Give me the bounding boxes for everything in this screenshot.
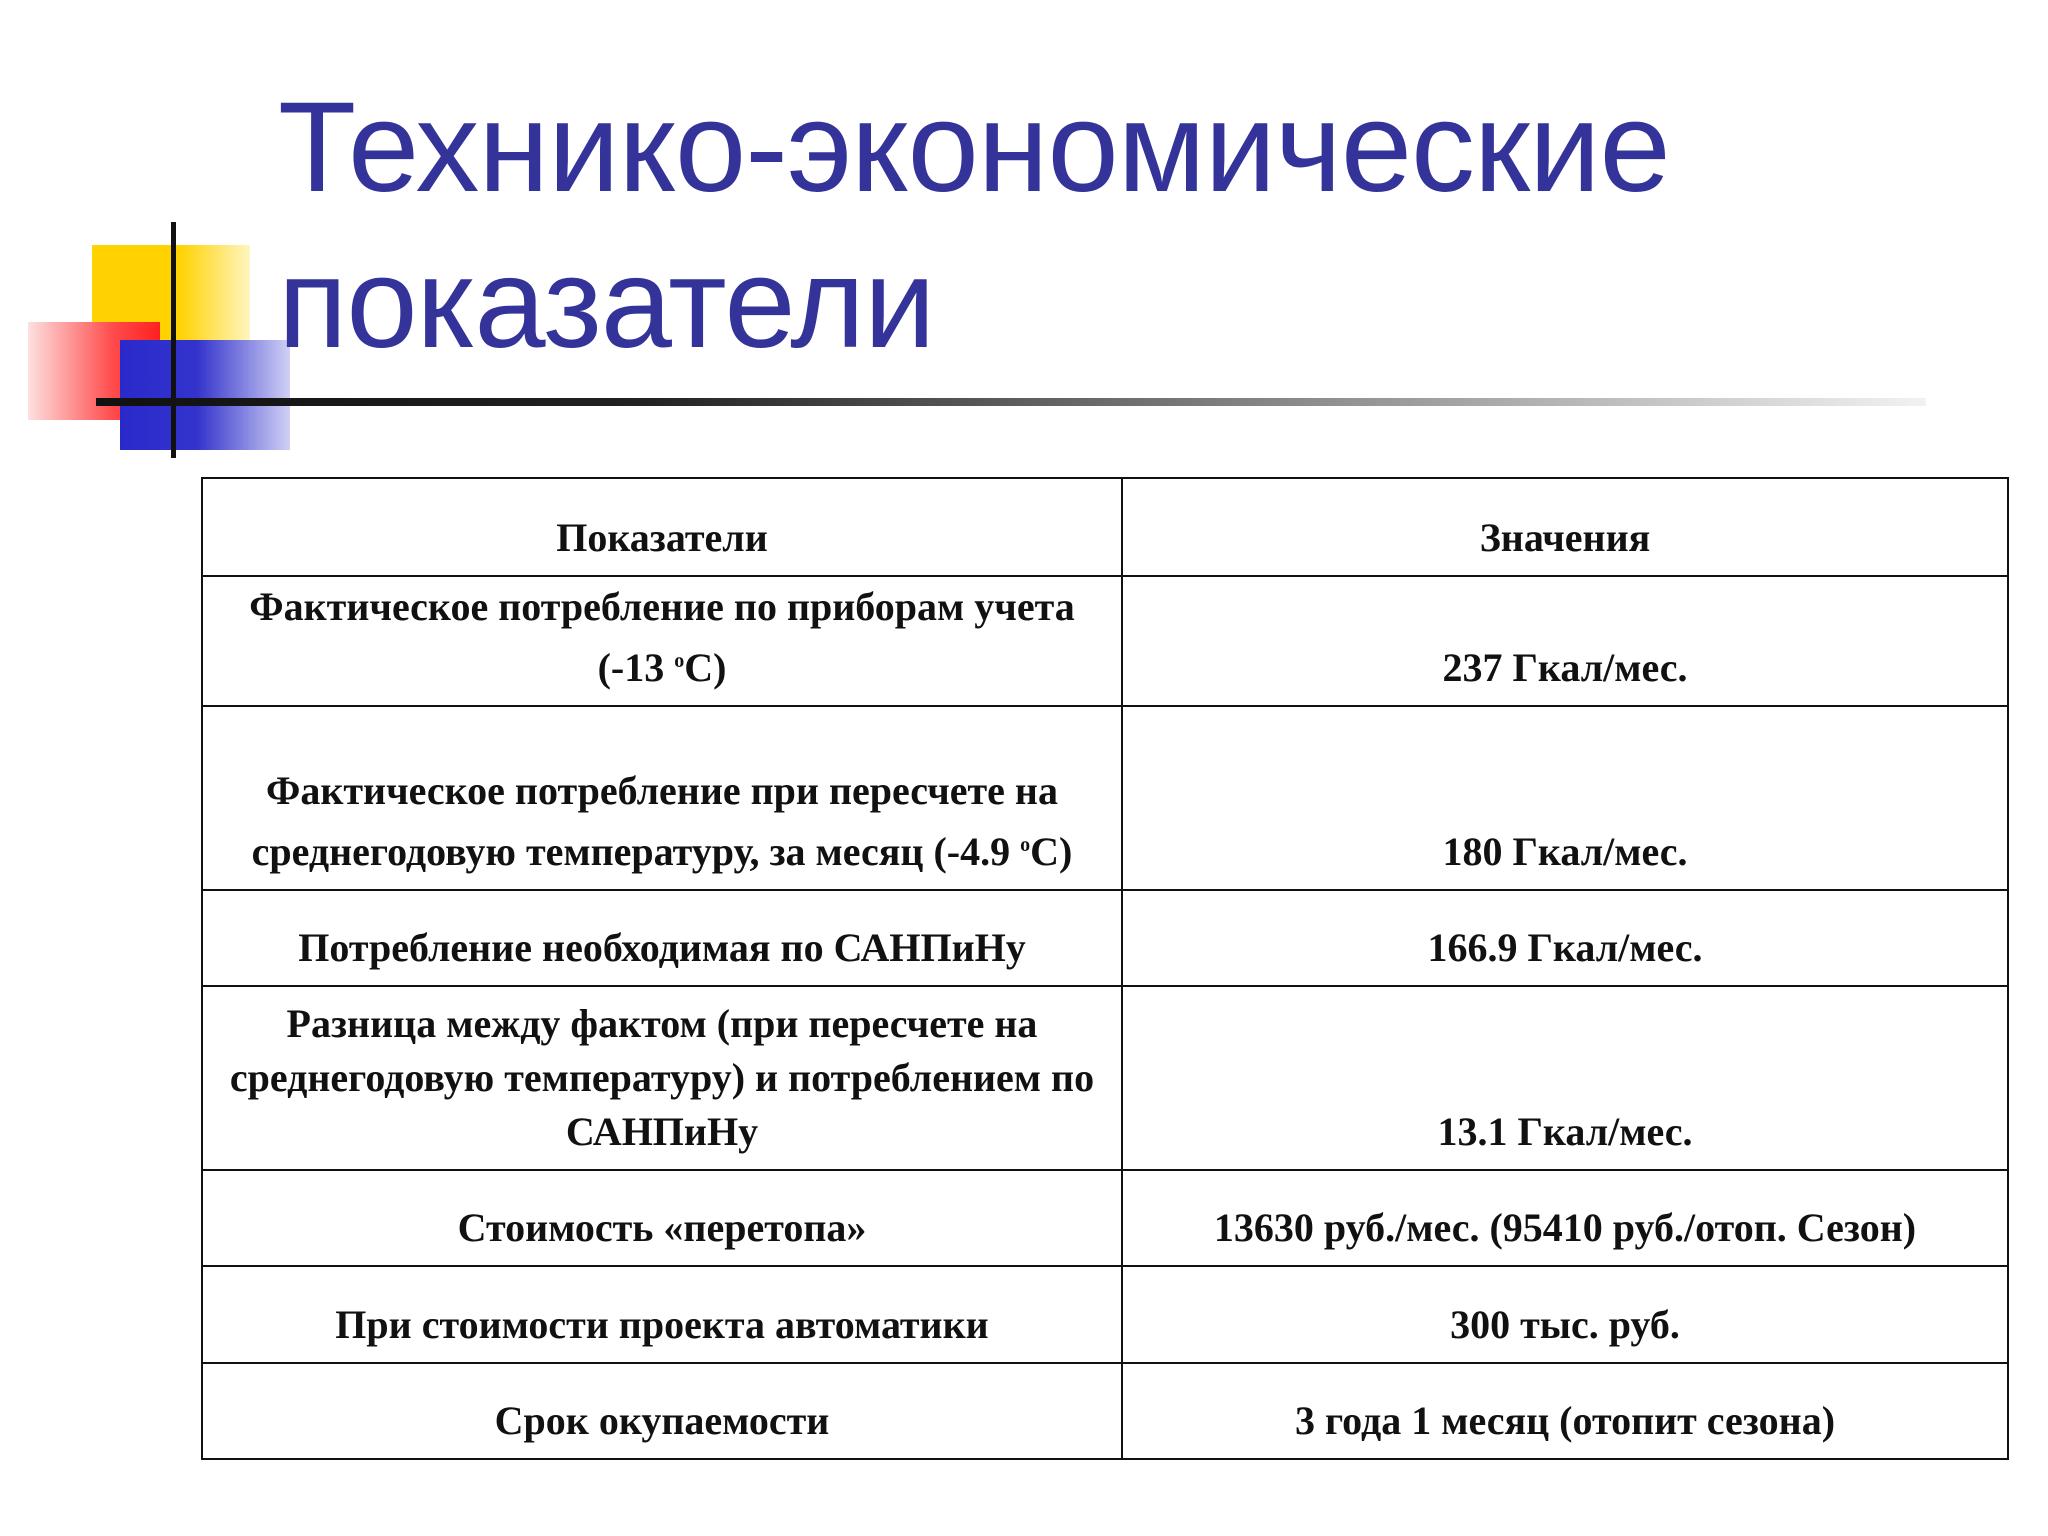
table-header-row	[202, 478, 2008, 576]
row-label: Разница между фактом (при пересчете на среднегодовую температуру) и потреблением по САНПиНу	[202, 986, 1122, 1170]
table-row	[202, 576, 2008, 706]
slide-title-line-1: Технико-экономические	[278, 76, 1670, 219]
label-text: Фактическое потребление по приборам учета (-13	[249, 584, 1075, 690]
table-row	[202, 706, 2008, 890]
table-row	[202, 986, 2008, 1170]
degree-mark: o	[674, 650, 685, 672]
row-label: Стоимость «перетопа»	[202, 1170, 1122, 1266]
table-row	[202, 1170, 2008, 1266]
header-values: Значения	[1122, 478, 2008, 576]
header-indicators: Показатели	[202, 478, 1122, 576]
indicators-table	[201, 477, 2009, 1460]
row-label: При стоимости проекта автоматики	[202, 1266, 1122, 1363]
row-value: 13630 руб./мес. (95410 руб./отоп. Сезон)	[1122, 1170, 2008, 1266]
row-label	[202, 576, 1122, 706]
table-row	[202, 1363, 2008, 1459]
degree-mark: o	[1020, 834, 1031, 856]
slide-title	[278, 70, 1670, 382]
table-row	[202, 890, 2008, 986]
label-text-end: С)	[684, 645, 727, 690]
row-value: 300 тыс. руб.	[1122, 1266, 2008, 1363]
row-value: 166.9 Гкал/мес.	[1122, 890, 2008, 986]
label-text-end: С)	[1030, 829, 1073, 874]
decor-vertical-line	[171, 222, 176, 458]
label-text: Фактическое потребление при пересчете на среднегодовую температуру, за месяц (-4.9	[251, 768, 1058, 874]
row-value: 3 года 1 месяц (отопит сезона)	[1122, 1363, 2008, 1459]
row-value: 13.1 Гкал/мес.	[1122, 986, 2008, 1170]
row-label	[202, 706, 1122, 890]
slide-title-line-2: показатели	[278, 232, 935, 375]
decor-blue-square	[120, 340, 290, 450]
row-value: 237 Гкал/мес.	[1122, 576, 2008, 706]
row-value: 180 Гкал/мес.	[1122, 706, 2008, 890]
row-label: Потребление необходимая по САНПиНу	[202, 890, 1122, 986]
table-row	[202, 1266, 2008, 1363]
title-underline	[96, 398, 1926, 406]
row-label: Срок окупаемости	[202, 1363, 1122, 1459]
